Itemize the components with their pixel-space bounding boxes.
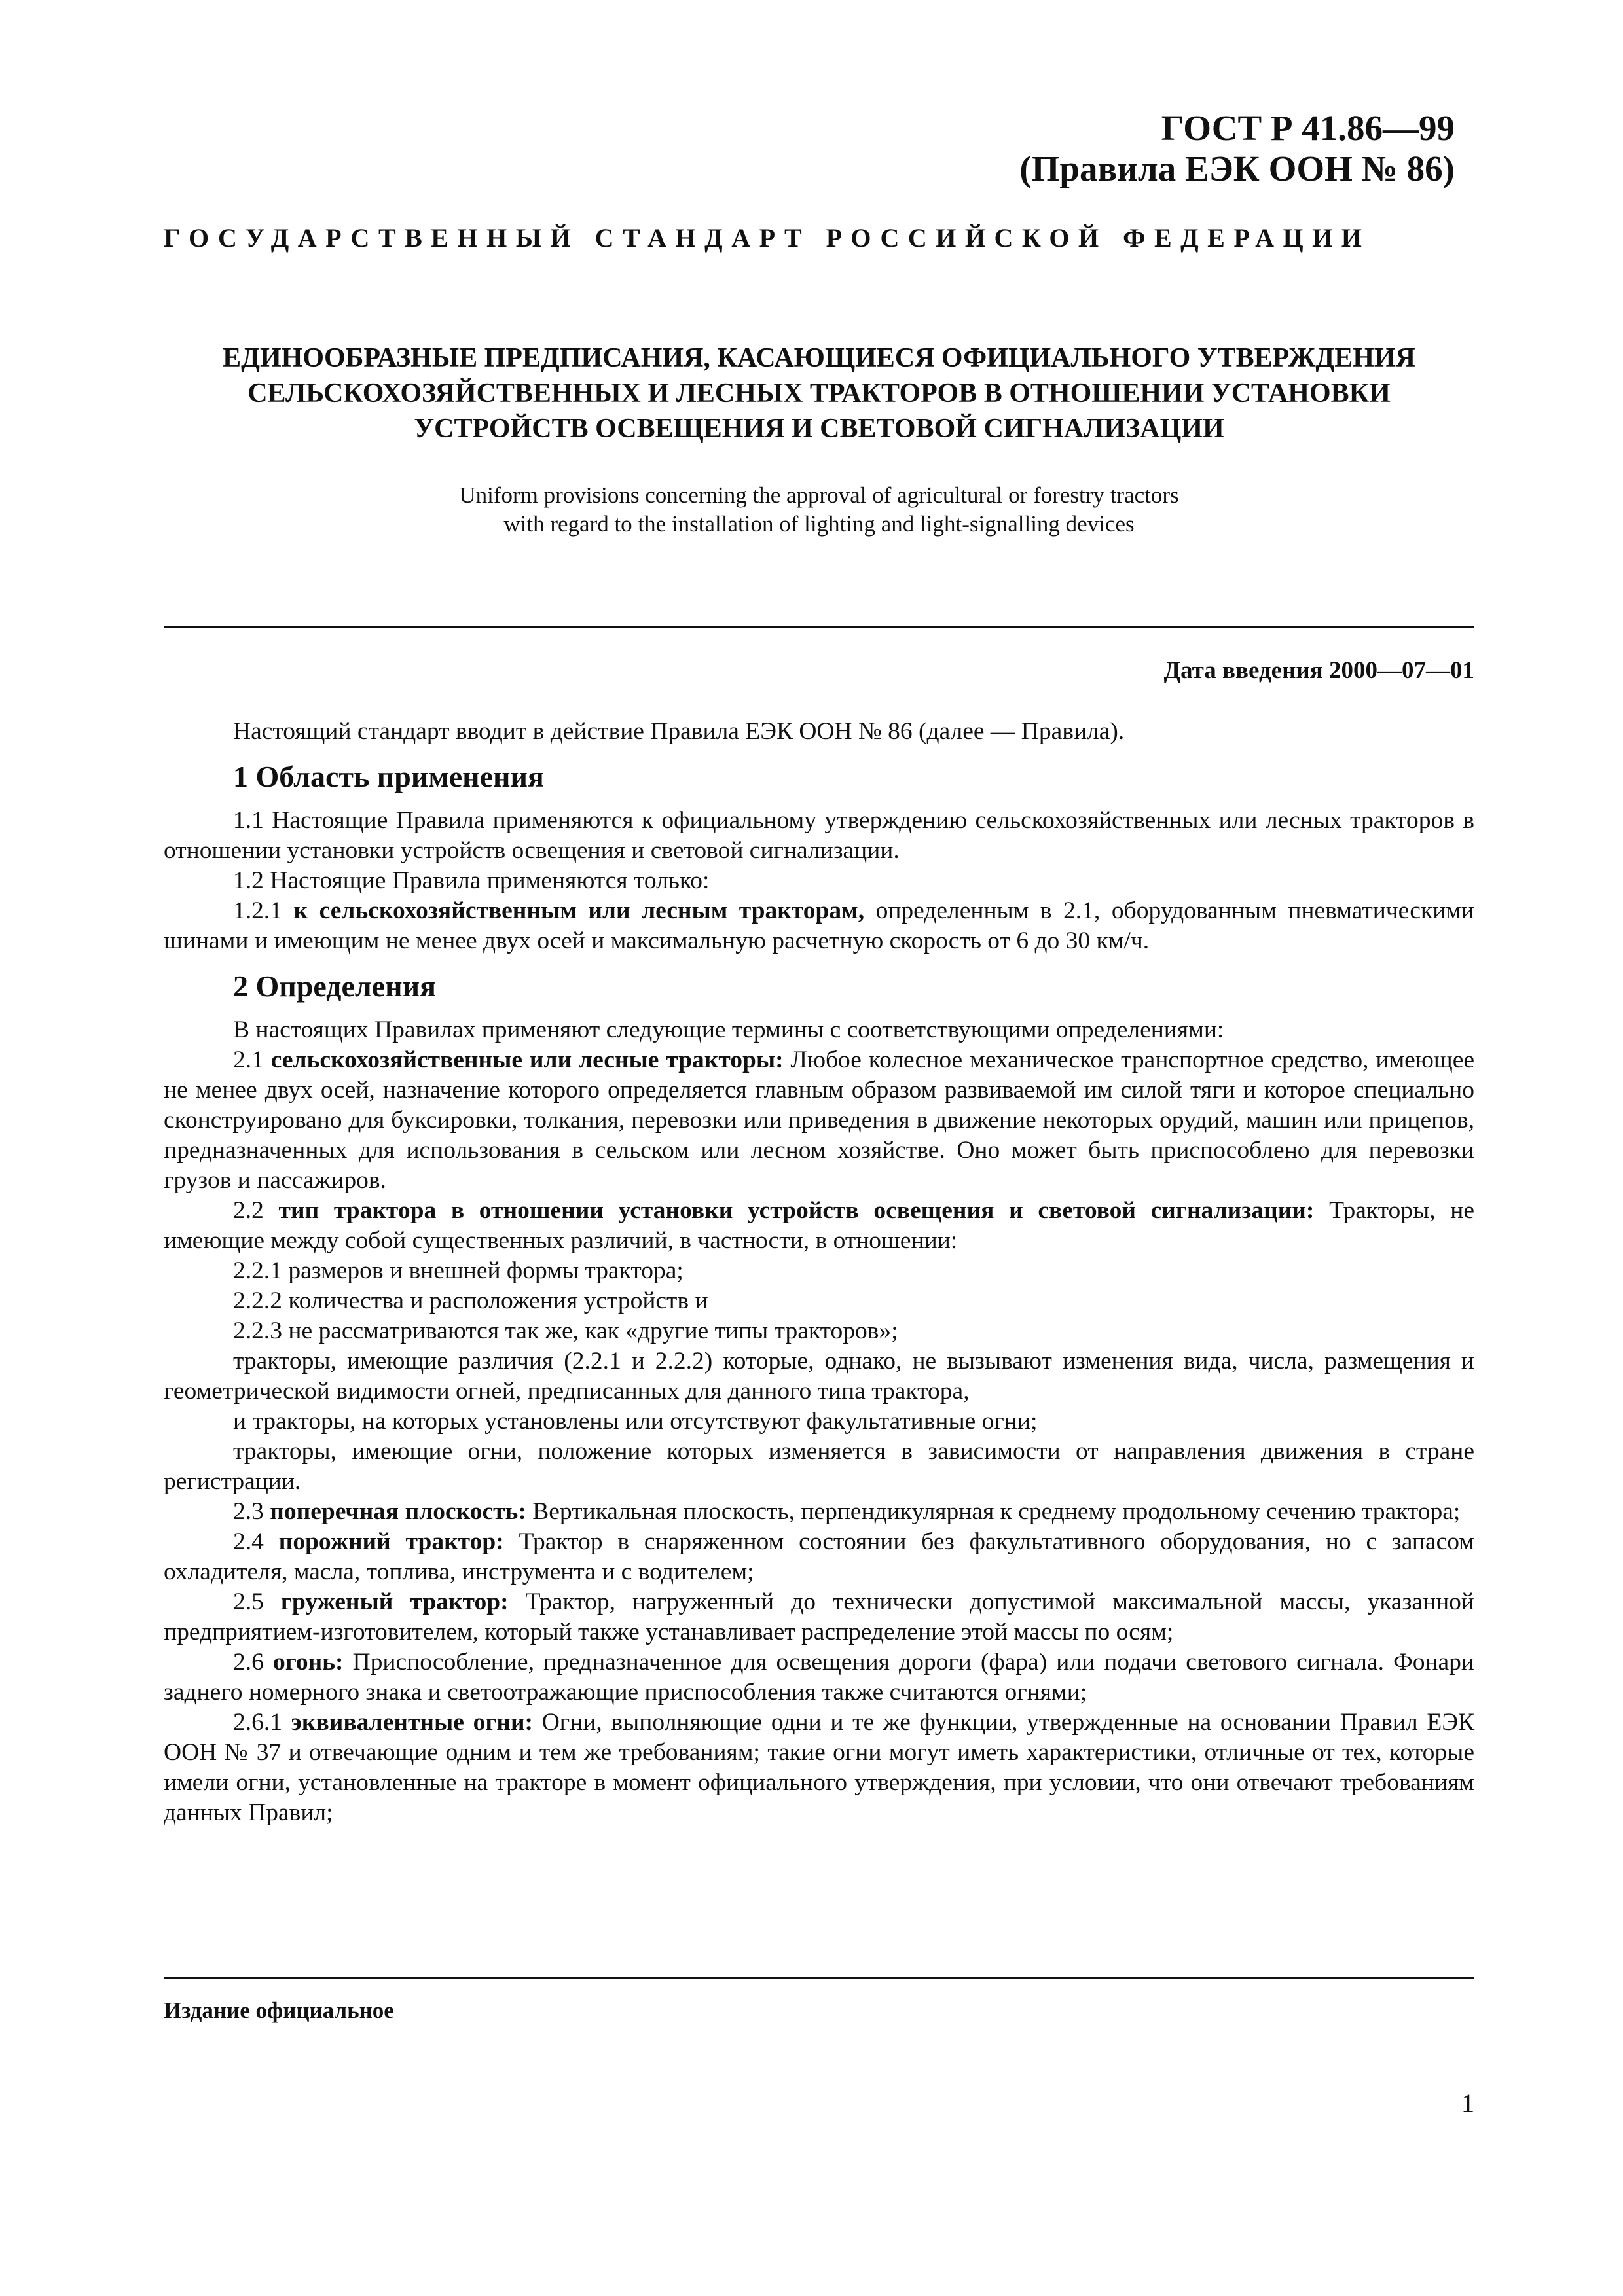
defined-term: к сельскохозяйственным или лесным тракторам, bbox=[293, 897, 865, 924]
clause-text: Трактор, нагруженный до технически допустимой максимальной массы, указанной предприятием-изготовителем, который также устанавливает распределение этой массы по осям; bbox=[164, 1588, 1474, 1645]
clause-2-4 bbox=[164, 1527, 1474, 1587]
state-standard-heading: ГОСУДАРСТВЕННЫЙ СТАНДАРТ РОССИЙСКОЙ ФЕДЕРАЦИИ bbox=[164, 223, 1371, 253]
defined-term: сельскохозяйственные или лесные тракторы: bbox=[270, 1047, 784, 1073]
official-edition-label: Издание официальное bbox=[164, 1998, 394, 2023]
clause-text: Тракторы, не имеющие между собой существенных различий, в частности, в отношении: bbox=[164, 1197, 1475, 1254]
defined-term: порожний трактор: bbox=[278, 1528, 504, 1555]
clause-text: Любое колесное механическое транспортное средство, имеющее не менее двух осей, назначение которого определяется главным образом развиваемой им силой тяги и которое специально сконструировано для буксировки, толкания, перевозки или приведения в движение некоторых орудий, машин или прицепов, предназначенных для использования в сельском или лесном хозяйстве. Оно может быть приспособлено для перевозки грузов и пассажиров. bbox=[164, 1047, 1475, 1194]
clause-text: Огни, выполняющие одни и те же функции, утвержденные на основании Правил ЕЭК ООН № 37 и отвечающие одним и тем же требованиям; такие огни могут иметь характеристики, отличные от тех, которые имели огни, установленные на тракторе в момент официального утверждения, при условии, что они отвечают требованиям данных Правил; bbox=[164, 1709, 1474, 1826]
clause-number: 1.2.1 bbox=[233, 897, 294, 924]
clause-2-2 bbox=[164, 1196, 1474, 1256]
clause-1-2: 1.2 Настоящие Правила применяются только: bbox=[233, 867, 710, 894]
clause-2-2-note-a: тракторы, имеющие различия (2.2.1 и 2.2.2) которые, однако, не вызывают изменения вида, числа, размещения и геометрической видимости огней, предписанных для данного типа трактора, bbox=[164, 1348, 1474, 1405]
defined-term: тип трактора в отношении установки устройств освещения и световой сигнализации: bbox=[278, 1197, 1315, 1224]
ece-rules-number: (Правила ЕЭК ООН № 86) bbox=[1019, 149, 1455, 188]
title-line-3: УСТРОЙСТВ ОСВЕЩЕНИЯ И СВЕТОВОЙ СИГНАЛИЗАЦИИ bbox=[414, 414, 1224, 444]
section-2-lead: В настоящих Правилах применяют следующие термины с соответствующими определениями: bbox=[233, 1016, 1224, 1043]
english-title-line-2: with regard to the installation of lighting and light-signalling devices bbox=[503, 511, 1135, 537]
clause-2-6 bbox=[164, 1647, 1474, 1708]
clause-2-3 bbox=[164, 1497, 1474, 1527]
clause-2-2-note-c: тракторы, имеющие огни, положение которых изменяется в зависимости от направления движения в стране регистрации. bbox=[164, 1438, 1474, 1495]
clause-2-2-3: 2.2.3 не рассматриваются так же, как «другие типы тракторов»; bbox=[233, 1318, 898, 1344]
english-title bbox=[164, 481, 1474, 539]
page-number: 1 bbox=[1461, 2089, 1474, 2118]
clause-text: Трактор в снаряженном состоянии без факультативного оборудования, но с запасом охладителя, масла, топлива, инструмента и с водителем; bbox=[164, 1528, 1475, 1585]
bottom-divider bbox=[164, 1977, 1474, 1979]
clause-number: 2.3 bbox=[233, 1498, 270, 1525]
intro-paragraph: Настоящий стандарт вводит в действие Правила ЕЭК ООН № 86 (далее — Правила). bbox=[233, 718, 1125, 745]
clause-number: 2.6 bbox=[233, 1649, 273, 1676]
document-body bbox=[164, 717, 1474, 1828]
top-divider bbox=[164, 626, 1474, 628]
defined-term: груженый трактор: bbox=[280, 1588, 509, 1615]
gost-identifier bbox=[1019, 108, 1455, 189]
document-page bbox=[164, 0, 1474, 2296]
clause-2-2-2: 2.2.2 количества и расположения устройств и bbox=[233, 1287, 708, 1314]
clause-number: 2.4 bbox=[233, 1528, 279, 1555]
title-line-2: СЕЛЬСКОХОЗЯЙСТВЕННЫХ И ЛЕСНЫХ ТРАКТОРОВ В ОТНОШЕНИИ УСТАНОВКИ bbox=[247, 378, 1391, 408]
defined-term: огонь: bbox=[272, 1649, 344, 1676]
title-line-1: ЕДИНООБРАЗНЫЕ ПРЕДПИСАНИЯ, КАСАЮЩИЕСЯ ОФИЦИАЛЬНОГО УТВЕРЖДЕНИЯ bbox=[223, 343, 1415, 373]
clause-1-2-1 bbox=[164, 896, 1474, 956]
clause-number: 2.2 bbox=[233, 1197, 279, 1224]
clause-2-1 bbox=[164, 1045, 1474, 1196]
clause-2-2-note-b: и тракторы, на которых установлены или отсутствуют факультативные огни; bbox=[233, 1408, 1038, 1435]
defined-term: поперечная плоскость: bbox=[270, 1498, 526, 1525]
section-1-heading: 1 Область применения bbox=[233, 760, 544, 793]
clause-number: 2.5 bbox=[233, 1588, 281, 1615]
clause-2-6-1 bbox=[164, 1708, 1474, 1828]
clause-2-5 bbox=[164, 1587, 1474, 1647]
clause-2-2-1: 2.2.1 размеров и внешней формы трактора; bbox=[233, 1257, 684, 1284]
document-title bbox=[164, 340, 1474, 446]
introduction-date: Дата введения 2000—07—01 bbox=[1163, 657, 1474, 684]
clause-number: 2.1 bbox=[233, 1047, 271, 1073]
clause-1-1: 1.1 Настоящие Правила применяются к официальному утверждению сельскохозяйственных или лесных тракторов в отношении установки устройств освещения и световой сигнализации. bbox=[164, 807, 1474, 864]
clause-text: Вертикальная плоскость, перпендикулярная к среднему продольному сечению трактора; bbox=[526, 1498, 1461, 1525]
gost-number: ГОСТ Р 41.86—99 bbox=[1161, 108, 1455, 148]
defined-term: эквивалентные огни: bbox=[291, 1709, 534, 1736]
clause-text: определенным в 2.1, оборудованным пневматическими шинами и имеющим не менее двух осей и максимальную расчетную скорость от 6 до 30 км/ч. bbox=[164, 897, 1474, 954]
section-2-heading: 2 Определения bbox=[233, 969, 436, 1003]
clause-number: 2.6.1 bbox=[233, 1709, 291, 1736]
clause-text: Приспособление, предназначенное для освещения дороги (фара) или подачи светового сигнала. Фонари заднего номерного знака и светоотражающие приспособления также считаются огнями; bbox=[164, 1649, 1474, 1706]
english-title-line-1: Uniform provisions concerning the approval of agricultural or forestry tractors bbox=[459, 482, 1179, 508]
